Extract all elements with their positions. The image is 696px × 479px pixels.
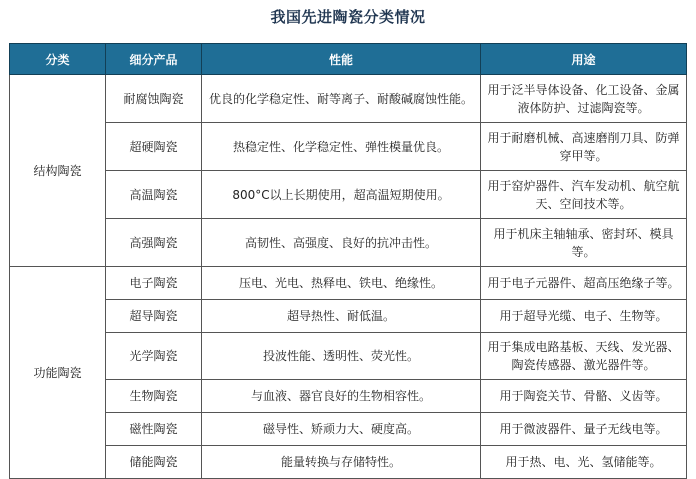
table-row <box>10 413 687 446</box>
usage-cell: 用于微波器件、量子无线电等。 <box>481 413 687 446</box>
performance-cell: 投波性能、透明性、荧光性。 <box>202 333 481 380</box>
table-row <box>10 267 687 300</box>
usage-cell: 用于电子元器件、超高压绝缘子等。 <box>481 267 687 300</box>
table-row <box>10 333 687 380</box>
usage-cell: 用于热、电、光、氢储能等。 <box>481 446 687 479</box>
product-cell: 高强陶瓷 <box>106 219 202 267</box>
table-row <box>10 300 687 333</box>
table-row <box>10 380 687 413</box>
product-cell: 电子陶瓷 <box>106 267 202 300</box>
ceramics-table <box>9 43 687 479</box>
page-title: 我国先进陶瓷分类情况 <box>270 8 426 26</box>
performance-cell: 磁导性、矫顽力大、硬度高。 <box>202 413 481 446</box>
performance-cell: 超导热性、耐低温。 <box>202 300 481 333</box>
usage-cell: 用于机床主轴轴承、密封环、模具等。 <box>481 219 687 267</box>
header-product: 细分产品 <box>106 44 202 75</box>
product-cell: 储能陶瓷 <box>106 446 202 479</box>
performance-cell: 能量转换与存储特性。 <box>202 446 481 479</box>
performance-cell: 与血液、器官良好的生物相容性。 <box>202 380 481 413</box>
product-cell: 高温陶瓷 <box>106 171 202 219</box>
category-cell: 功能陶瓷 <box>10 267 106 479</box>
header-category: 分类 <box>10 44 106 75</box>
product-cell: 磁性陶瓷 <box>106 413 202 446</box>
usage-cell: 用于耐磨机械、高速磨削刀具、防弹穿甲等。 <box>481 123 687 171</box>
product-cell: 耐腐蚀陶瓷 <box>106 75 202 123</box>
table-row <box>10 446 687 479</box>
usage-cell: 用于集成电路基板、天线、发光器、陶瓷传感器、激光器件等。 <box>481 333 687 380</box>
header-usage: 用途 <box>481 44 687 75</box>
table-row <box>10 219 687 267</box>
usage-cell: 用于泛半导体设备、化工设备、金属液体防护、过滤陶瓷等。 <box>481 75 687 123</box>
table-row <box>10 123 687 171</box>
table-header-row <box>10 44 687 75</box>
performance-cell: 高韧性、高强度、良好的抗冲击性。 <box>202 219 481 267</box>
usage-cell: 用于窑炉器件、汽车发动机、航空航天、空间技术等。 <box>481 171 687 219</box>
performance-cell: 优良的化学稳定性、耐等离子、耐酸碱腐蚀性能。 <box>202 75 481 123</box>
product-cell: 生物陶瓷 <box>106 380 202 413</box>
usage-cell: 用于超导光缆、电子、生物等。 <box>481 300 687 333</box>
category-cell: 结构陶瓷 <box>10 75 106 267</box>
performance-cell: 压电、光电、热释电、铁电、绝缘性。 <box>202 267 481 300</box>
product-cell: 光学陶瓷 <box>106 333 202 380</box>
usage-cell: 用于陶瓷关节、骨骼、义齿等。 <box>481 380 687 413</box>
product-cell: 超硬陶瓷 <box>106 123 202 171</box>
performance-cell: 热稳定性、化学稳定性、弹性模量优良。 <box>202 123 481 171</box>
header-performance: 性能 <box>202 44 481 75</box>
table-row <box>10 75 687 123</box>
performance-cell: 800°C以上长期使用，超高温短期使用。 <box>202 171 481 219</box>
product-cell: 超导陶瓷 <box>106 300 202 333</box>
table-row <box>10 171 687 219</box>
